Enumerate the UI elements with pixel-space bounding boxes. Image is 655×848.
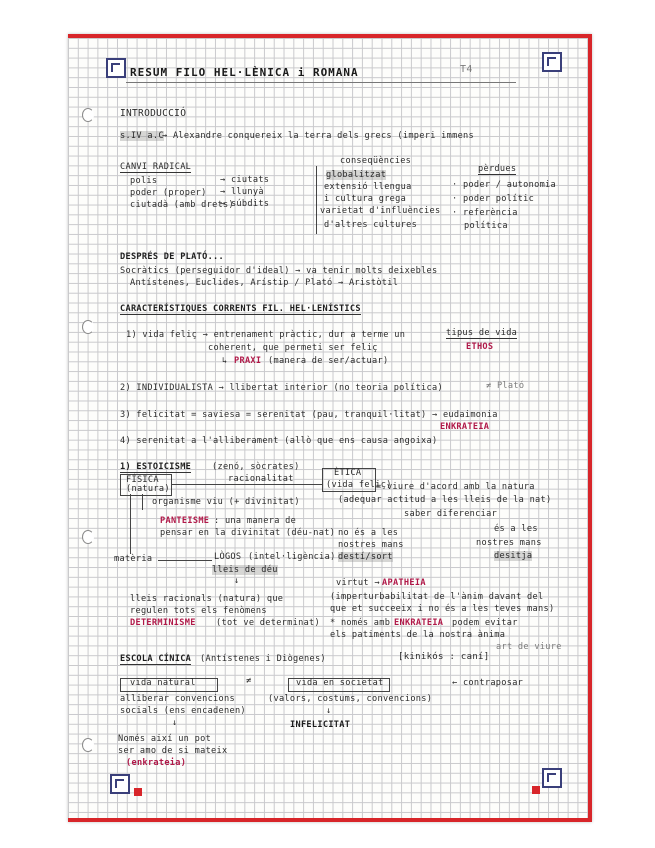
bottom-right-red-square [532, 786, 540, 794]
destino-label: destí/sort [338, 552, 393, 562]
intro-heading: INTRODUCCIÓ [120, 108, 187, 119]
perdues-heading: pèrdues [478, 164, 517, 174]
despres-line2: Antístenes, Euclides, Arístip / Plató → Aristòtil [130, 278, 399, 288]
caract-p2b: ≠ Plató [486, 381, 525, 391]
nomes-2: ser amo de si mateix [118, 746, 228, 756]
cinica-heading-b: (Antístenes i Diògenes) [200, 654, 326, 664]
fisica-etica-line [172, 484, 322, 485]
allib-1: alliberar convencions [120, 694, 235, 704]
racionalitat-label: racionalitat [228, 474, 294, 484]
notebook-page [68, 34, 592, 822]
panteisme-b: : una manera de [214, 516, 297, 526]
top-left-logo-icon [106, 58, 126, 78]
binder-hole [82, 530, 94, 544]
vida-felic-label: (vida feliç) [326, 480, 392, 490]
caract-p1g: (manera de ser/actuar) [268, 356, 389, 366]
caract-p1c: coherent, que permeti ser feliç [208, 343, 378, 353]
intro-date: s.IV a.C [120, 131, 164, 141]
canvi-right-1: → ciutats [220, 175, 270, 185]
es-a-label: és a les [494, 524, 538, 534]
page-title: RESUM FILO HEL·LÈNICA i ROMANA [130, 66, 359, 79]
adequar-label: (adequar actitud a les lleis de la nat) [338, 495, 552, 505]
conseq-2: extensió llengua [324, 182, 412, 192]
conseq-3: i cultura grega [324, 194, 407, 204]
conseq-4: varietat d'influències [320, 206, 441, 216]
imper-3c: podem evitar [452, 618, 518, 628]
imper-4: els patiments de la nostra ànima [330, 630, 506, 640]
fisica-label: FÍSICA [126, 475, 159, 485]
canvi-left-1: polis [130, 176, 158, 186]
caract-p4: 4) serenitat a l'alliberament (allò que ens causa angoixa) [120, 436, 438, 446]
perdues-2: · poder polític [452, 194, 535, 204]
binder-hole [82, 320, 94, 334]
canvi-left-3: ciutadà (amb drets) [130, 200, 235, 210]
logos-label: LÒGOS [214, 552, 242, 562]
cinica-arrow-2: ↓ [326, 706, 332, 716]
top-right-logo-icon [542, 52, 562, 72]
allib-2: socials (ens encadenen) [120, 706, 246, 716]
canvi-right-3: → súbdits [220, 199, 270, 209]
bottom-left-logo-icon [110, 774, 130, 794]
imper-3b: ENKRATEIA [394, 618, 444, 628]
canvi-right-2: → llunyà [220, 187, 264, 197]
contraposar-label: ← contraposar [452, 678, 524, 688]
conseq-1: globalitzat [326, 170, 387, 180]
nomes-1: Només així un pot [118, 734, 212, 744]
canvi-left-2: poder (proper) [130, 188, 207, 198]
desitja-label: desitja [494, 551, 533, 561]
panteisme-label: PANTEISME [160, 516, 210, 526]
apatheia-label: APATHEIA [382, 578, 426, 588]
imper-3: * només amb [330, 618, 391, 628]
viure-label: = viure d'acord amb la natura [376, 482, 535, 492]
binder-hole [82, 108, 94, 122]
virtut-label: virtut → [336, 578, 380, 588]
no-es-label: no és a les [338, 528, 399, 538]
cinica-heading: ESCOLA CÍNICA [120, 654, 192, 664]
caract-p3: 3) felicitat = saviesa = serenitat (pau, tranquil·litat) → eudaimonia [120, 410, 498, 420]
materia-label: matèria [114, 554, 153, 564]
bottom-right-logo-icon [542, 768, 562, 788]
lleis-rac-2: regulen tots els fenòmens [130, 606, 267, 616]
imper-5: art de viure [496, 642, 562, 652]
binder-hole [82, 738, 94, 752]
fisica-down-line [130, 494, 131, 554]
perdues-4: política [464, 221, 508, 231]
etica-label: ÈTICA [334, 468, 362, 478]
imper-2: que et succeeix i no és a les teves mans) [330, 604, 555, 614]
estoicisme-heading: 1) ESTOICISME [120, 462, 192, 472]
panteisme-c: pensar en la divinitat (déu-nat) [160, 528, 336, 538]
despres-line1: Socràtics (perseguidor d'ideal) → va tenir molts deixebles [120, 266, 438, 276]
canvi-radical: CANVI RADICAL [120, 162, 192, 172]
caract-p2: 2) INDIVIDUALISTA → llibertat interior (no teoria política) [120, 383, 443, 393]
conseq-5: d'altres cultures [324, 220, 418, 230]
neq-label: ≠ [246, 676, 252, 686]
nostres-2-label: nostres mans [476, 538, 542, 548]
vida-societat-label: vida en societat [296, 678, 384, 688]
page-number: T4 [460, 64, 473, 75]
logos-down-arrow: ↓ [234, 576, 240, 586]
determinisme-b: (tot ve determinat) [216, 618, 321, 628]
caract-heading: CARACTERÍSTIQUES CORRENTS FIL. HEL·LENÍSTICS [120, 304, 361, 314]
lleis-rac-1: lleis racionals (natura) que [130, 594, 284, 604]
caract-praxi: PRAXI [234, 356, 262, 366]
cinica-arrow-1: ↓ [172, 718, 178, 728]
valors-label: (valors, costums, convencions) [268, 694, 433, 704]
caract-enkrateia: ENKRATEIA [440, 422, 490, 432]
bottom-left-red-square [134, 788, 142, 796]
nostres-1-label: nostres mans [338, 540, 404, 550]
perdues-1: · poder / autonomia [452, 180, 557, 190]
perdues-3: · referència [452, 208, 518, 218]
fisica-down-line2 [142, 494, 143, 510]
organisme-label: organisme viu (+ divinitat) [152, 497, 300, 507]
title-underline [126, 82, 516, 83]
determinisme-label: DETERMINISME [130, 618, 196, 628]
natura-label: (natura) [126, 484, 170, 494]
caract-p1e: ↳ [222, 356, 228, 366]
saber-label: saber diferenciar [404, 509, 498, 519]
conseq-heading: conseqüències [340, 156, 412, 166]
enkrateia-label: (enkrateia) [126, 758, 187, 768]
vida-natural-label: vida natural [130, 678, 196, 688]
logos-b-label: (intel·ligència) [248, 552, 336, 562]
caract-p1b: tipus de vida [446, 328, 518, 338]
intro-line1: → Alexandre conquereix la terra dels grecs (imperi immens [162, 131, 475, 141]
materia-logos-line [158, 560, 212, 561]
conseq-divider [316, 166, 317, 234]
caract-ethos: ETHOS [466, 342, 494, 352]
caract-p1a: 1) vida feliç → entrenament pràctic, dur a terme un [126, 330, 406, 340]
lleis-deu-label: lleis de déu [212, 565, 278, 575]
infelicitat-label: INFELICITAT [290, 720, 351, 730]
kinikos-label: [kinikós : caní] [398, 652, 490, 662]
imper-1: (imperturbabilitat de l'ànim davant del [330, 592, 544, 602]
estoicisme-heading-b: (zenó, sòcrates) [212, 462, 300, 472]
despres-heading: DESPRÉS DE PLATÓ... [120, 252, 225, 262]
